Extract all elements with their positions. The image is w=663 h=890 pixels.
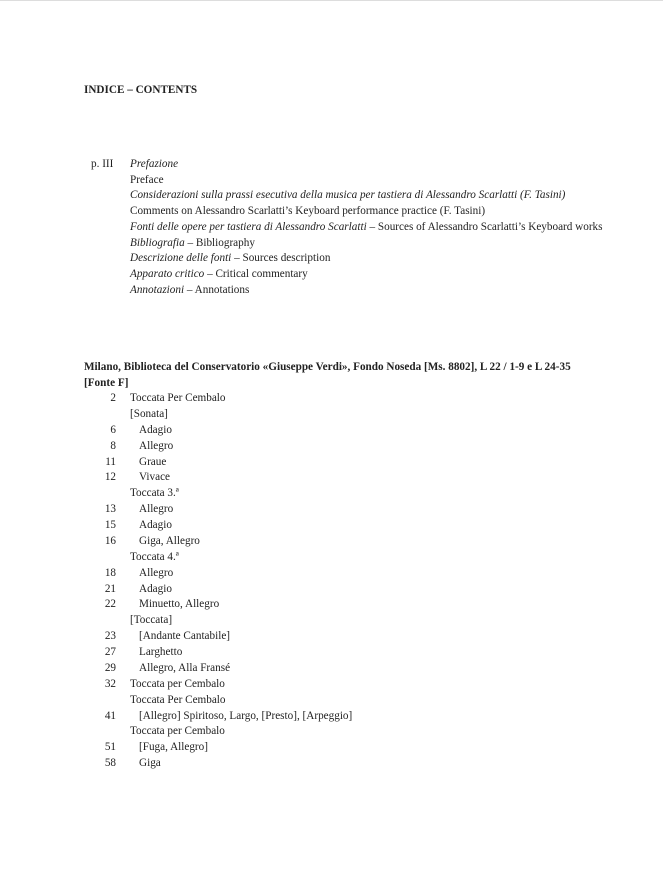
entry-title: Adagio: [139, 519, 172, 531]
front-matter-list: [84, 157, 604, 298]
toc-entry: [84, 188, 604, 204]
list-item: [84, 709, 584, 725]
list-item: [84, 645, 584, 661]
entry-page-number: [84, 613, 116, 629]
list-item: [84, 455, 584, 471]
entry-title: Larghetto: [139, 646, 183, 658]
entry-page-number: 21: [104, 582, 116, 595]
toc-entry-text: [130, 267, 604, 283]
list-item: [84, 518, 584, 534]
entry-title: Allegro: [139, 566, 174, 579]
entry-page-number: 22: [104, 598, 116, 611]
entry-title: [Toccata]: [130, 614, 173, 627]
entry-title: Giga, Allegro: [139, 534, 200, 547]
entry-page-number: 41: [104, 709, 116, 722]
entry-page-number: [84, 693, 116, 709]
toc-entry-text: [130, 283, 604, 299]
entry-title: [Allegro] Spiritoso, Largo, [Presto], [Arpeggio]: [139, 709, 353, 722]
list-item: [84, 470, 584, 486]
entry-page-number: 11: [105, 455, 116, 468]
toc-entry-text: [130, 188, 604, 204]
entry-title: Toccata per Cembalo: [130, 725, 225, 738]
toc-entry-text: [130, 236, 604, 252]
toc-page-number: [84, 188, 130, 204]
toc-entry-italian: Considerazioni sulla prassi esecutiva della musica per tastiera di Alessandro Scarlatti (F. Tasini): [130, 189, 566, 202]
toc-entry: [84, 204, 604, 220]
entry-title: [Andante Cantabile]: [139, 630, 231, 643]
entry-title: Allegro: [139, 503, 174, 516]
toc-page-number: [84, 173, 130, 189]
entry-page-number: 58: [104, 757, 116, 770]
entry-page-number: [84, 407, 116, 423]
list-item: [84, 582, 584, 598]
toc-entry-english: – Sources description: [231, 252, 331, 265]
toc-page-number: [84, 251, 130, 267]
list-item: [84, 629, 584, 645]
toc-page-number: [84, 283, 130, 299]
entry-title: Toccata per Cembalo: [130, 677, 225, 690]
toc-entry: [84, 251, 604, 267]
toc-entry: [84, 236, 604, 252]
entry-page-number: 18: [104, 566, 116, 579]
entry-page-number: 12: [104, 471, 116, 484]
list-item: [84, 566, 584, 582]
toc-entry-english: Comments on Alessandro Scarlatti’s Keyboard performance practice (F. Tasini): [130, 205, 486, 218]
toc-entry: [84, 267, 604, 283]
list-item: [84, 740, 584, 756]
list-item: [84, 423, 584, 439]
list-item: [84, 613, 584, 629]
entry-title: Allegro, Alla Fransé: [139, 661, 231, 674]
toc-entry-text: [130, 204, 604, 220]
toc-page-number: [84, 220, 130, 236]
entry-title: Toccata 4.ª: [130, 550, 179, 563]
entry-page-number: 32: [104, 677, 116, 690]
toc-entry-text: [130, 251, 604, 267]
toc-entry-english: – Annotations: [184, 283, 250, 296]
toc-entry: [84, 220, 604, 236]
toc-entry-english: – Bibliography: [184, 236, 255, 249]
entry-page-number: 16: [104, 534, 116, 547]
list-item: [84, 756, 584, 772]
entry-page-number: 27: [104, 646, 116, 658]
list-item: [84, 391, 584, 407]
entry-title: Toccata 3.ª: [130, 487, 179, 500]
toc-entry-english: – Sources of Alessandro Scarlatti’s Keyboard works: [366, 220, 603, 233]
toc-entry-text: [130, 157, 604, 173]
entry-title: Graue: [139, 455, 167, 468]
entry-title: Allegro: [139, 439, 174, 452]
entry-title: Giga: [139, 757, 161, 770]
list-item: [84, 661, 584, 677]
toc-entry: [84, 173, 604, 189]
toc-page-number: [84, 236, 130, 252]
entry-page-number: 8: [110, 439, 116, 452]
toc-entry-text: [130, 173, 604, 189]
entry-page-number: [84, 724, 116, 740]
entry-page-number: 23: [104, 630, 116, 643]
entry-title: Minuetto, Allegro: [139, 598, 220, 611]
toc-entry: [84, 157, 604, 173]
toc-entry-italian: Fonti delle opere per tastiera di Alessandro Scarlatti: [130, 220, 367, 233]
page-title: INDICE – CONTENTS: [84, 84, 198, 96]
list-item: [84, 550, 584, 566]
entry-page-number: 15: [104, 519, 116, 531]
toc-entry-italian: Apparato critico: [130, 267, 205, 280]
entry-title: Toccata Per Cembalo: [130, 693, 226, 706]
list-item: [84, 502, 584, 518]
entry-page-number: [84, 486, 116, 502]
entry-title: Adagio: [139, 423, 172, 436]
list-item: [84, 439, 584, 455]
toc-entry-text: [130, 220, 604, 236]
entry-page-number: 13: [104, 503, 116, 516]
list-item: [84, 597, 584, 613]
entry-title: Toccata Per Cembalo: [130, 392, 226, 404]
entry-title: [Sonata]: [130, 407, 168, 420]
toc-entry-italian: Descrizione delle fonti: [130, 252, 232, 265]
entry-page-number: 2: [110, 392, 116, 404]
entry-title: [Fuga, Allegro]: [139, 741, 208, 754]
toc-page-number: p. III: [91, 158, 114, 170]
toc-entry-italian: Annotazioni: [130, 283, 185, 296]
list-item: [84, 407, 584, 423]
toc-entry-italian: Bibliografia: [130, 236, 185, 249]
list-item: [84, 724, 584, 740]
toc-entry-italian: Prefazione: [130, 158, 179, 170]
entry-page-number: 29: [104, 661, 116, 674]
toc-entry: [84, 283, 604, 299]
list-item: [84, 534, 584, 550]
entry-title: Vivace: [139, 471, 171, 484]
entry-page-number: 6: [110, 423, 116, 436]
source-section: [84, 359, 584, 772]
list-item: [84, 486, 584, 502]
toc-entry-english: Preface: [130, 173, 164, 186]
entry-page-number: [84, 550, 116, 566]
list-item: [84, 693, 584, 709]
source-heading: Milano, Biblioteca del Conservatorio «Giuseppe Verdi», Fondo Noseda [Ms. 8802], L 22 / 1-9 e L 24-35 [Fonte F]: [84, 361, 571, 389]
toc-page-number: [84, 267, 130, 283]
list-item: [84, 677, 584, 693]
entry-page-number: 51: [104, 741, 116, 754]
toc-entry-english: – Critical commentary: [204, 267, 308, 280]
source-entries: [84, 391, 584, 772]
toc-page-number: [84, 204, 130, 220]
entry-title: Adagio: [139, 582, 172, 595]
